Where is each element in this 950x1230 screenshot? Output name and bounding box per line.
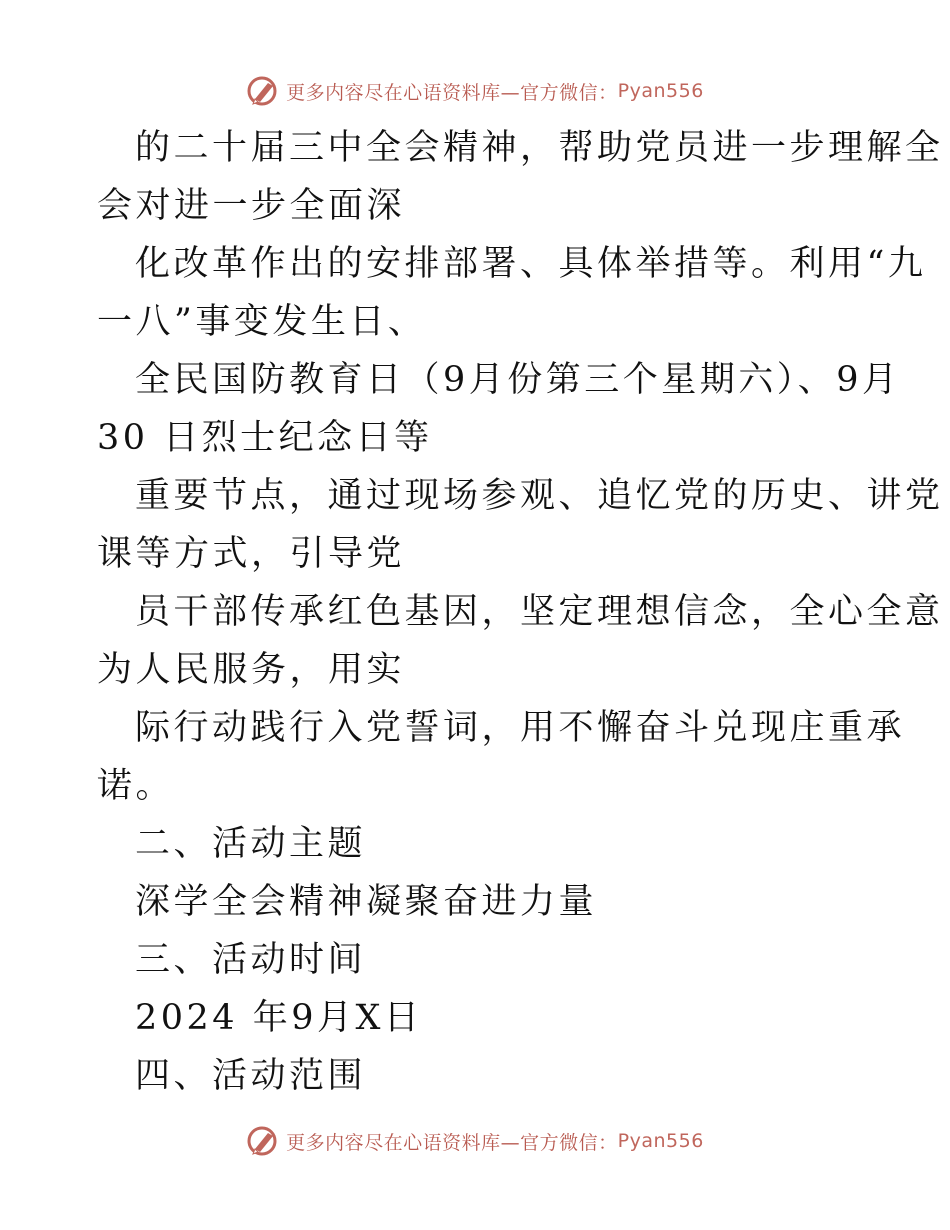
text-line: 一八”事变发生日、 bbox=[97, 302, 427, 342]
watermark-text: 更多内容尽在心语资料库—官方微信： bbox=[286, 81, 618, 104]
pen-logo-icon bbox=[246, 74, 280, 108]
text-line: 员干部传承红色基因，坚定理想信念，全心全意 bbox=[135, 592, 944, 632]
text-line: 际行动践行入党誓词，用不懈奋斗兑现庄重承 bbox=[135, 708, 906, 748]
watermark-wechat-id: Pyan556 bbox=[617, 1130, 704, 1152]
section-heading: 二、活动主题 bbox=[135, 824, 367, 864]
text-line: 全民国防教育日（9月份第三个星期六）、9月 bbox=[135, 360, 901, 400]
text-line: 2024 年9月X日 bbox=[135, 998, 423, 1038]
text-line: 诺。 bbox=[97, 766, 175, 806]
text-line: 化改革作出的安排部署、具体举措等。利用“九 bbox=[135, 244, 927, 284]
header-watermark bbox=[0, 74, 950, 108]
text-line: 会对进一步全面深 bbox=[97, 186, 406, 226]
text-line: 的二十届三中全会精神，帮助党员进一步理解全 bbox=[135, 128, 944, 168]
document-body bbox=[97, 119, 944, 1105]
text-line: 课等方式，引导党 bbox=[97, 534, 406, 574]
pen-logo-icon bbox=[246, 1124, 280, 1158]
text-line: 深学全会精神凝聚奋进力量 bbox=[135, 882, 598, 922]
watermark-wechat-id: Pyan556 bbox=[617, 80, 704, 102]
footer-watermark bbox=[0, 1124, 950, 1158]
section-heading: 三、活动时间 bbox=[135, 940, 367, 980]
section-heading: 四、活动范围 bbox=[135, 1056, 367, 1096]
text-line: 为人民服务，用实 bbox=[97, 650, 406, 690]
text-line: 30 日烈士纪念日等 bbox=[97, 418, 433, 458]
text-line: 重要节点，通过现场参观、追忆党的历史、讲党 bbox=[135, 476, 944, 516]
watermark-text: 更多内容尽在心语资料库—官方微信： bbox=[286, 1131, 618, 1154]
